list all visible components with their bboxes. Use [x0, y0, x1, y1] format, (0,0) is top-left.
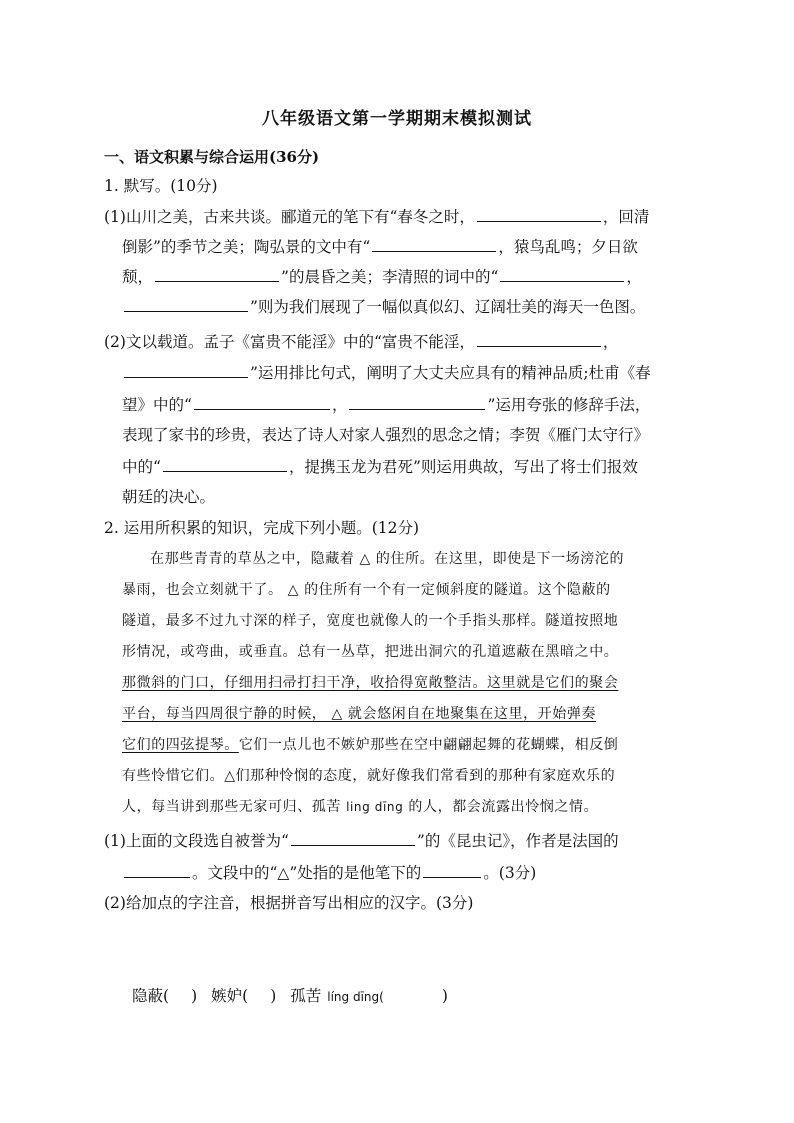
text: ，回清: [602, 208, 650, 226]
text: (2)文以载道。孟子《富贵不能淫》中的“富贵不能淫，: [104, 333, 475, 351]
pinyin: ling dīng: [346, 800, 404, 814]
text: ): [441, 987, 448, 1005]
text: ”则为我们展现了一幅似真似幻、辽阔壮美的海天一色图。: [250, 298, 646, 316]
text: ”的晨昏之美；李清照的词中的“: [281, 268, 499, 286]
pinyin: líng dīng(: [327, 990, 384, 1004]
q2-sub2: (2)给加点的字注音，根据拼音写出相应的汉字。(3分): [104, 894, 474, 912]
text: 孤苦: [290, 987, 322, 1005]
text: (1)山川之美，古来共谈。郦道元的笔下有“春冬之时，: [104, 208, 475, 226]
text: 中的“: [122, 458, 161, 476]
q1-p2-line3: [122, 394, 650, 415]
passage-line: 有些怜惜它们。△们那种怜悯的态度，就好像我们常看到的那种有家庭欢乐的: [122, 768, 616, 784]
answer-blank[interactable]: [477, 331, 601, 347]
text: ，: [602, 333, 619, 351]
answer-blank[interactable]: [124, 296, 248, 312]
answer-blank[interactable]: [194, 394, 330, 410]
text: 望》中的“: [122, 396, 192, 414]
answer-blank[interactable]: [124, 362, 248, 378]
passage-line: [122, 797, 598, 817]
text: ”的《昆虫记》，作者是法国的: [416, 832, 619, 850]
text: 倒影”的季节之美；陶弘景的文中有“: [122, 238, 371, 256]
q1-p2-line6: 朝廷的决心。: [122, 488, 216, 506]
text: ): [191, 987, 198, 1005]
text: ): [270, 987, 277, 1005]
passage-line: 隧道，最多不过九寸深的样子，宽度也就像人的一个手指头那样。隧道按照地: [122, 613, 619, 629]
passage-line-underlined: 那微斜的门口，仔细用扫帚打扫干净，收拾得宽敞整洁。这里就是它们的聚会: [122, 675, 619, 691]
text: (1)上面的文段选自被誉为“: [104, 832, 289, 850]
page-title: 八年级语文第一学期期末模拟测试: [262, 109, 532, 129]
text: 人，每当讲到那些无家可归、孤苦: [122, 799, 341, 815]
q1-p2-line1: [104, 331, 618, 352]
answer-blank[interactable]: [124, 862, 190, 878]
q2-heading: 2. 运用所积累的知识，完成下列小题。(12分): [104, 519, 420, 537]
text: ，提携玉龙为君死”则运用典故，写出了将士们报效: [288, 458, 638, 476]
q2-sub1-line1: [104, 830, 619, 851]
text: ”运用夸张的修辞手法，: [487, 396, 651, 414]
answer-blank[interactable]: [500, 266, 624, 282]
section-heading: 一、语文积累与综合运用(36分): [104, 148, 320, 166]
answer-blank[interactable]: [349, 394, 485, 410]
answer-row: [132, 986, 448, 1007]
q1-p2-line4: 表现了家书的珍贵，表达了诗人对家人强烈的思念之情；李贺《雁门太守行》: [122, 426, 650, 444]
q1-p1-line1: [104, 206, 649, 227]
text: 隐蔽(: [132, 987, 170, 1005]
text: ，: [331, 396, 348, 414]
answer-blank[interactable]: [423, 862, 481, 878]
q1-heading: 1. 默写。(10分): [104, 177, 218, 195]
q1-p2-line2: [122, 362, 651, 383]
passage-line-underlined: 平台，每当四周很宁静的时候， △ 就会悠闲自在地聚集在这里，开始弹奏: [122, 706, 597, 722]
answer-blank[interactable]: [163, 456, 287, 472]
text: ”运用排比句式，阐明了大丈夫应具有的精神品质;杜甫《春: [250, 364, 651, 382]
text: 它们一点儿也不嫉妒那些在空中翩翩起舞的花蝴蝶，相反倒: [238, 737, 619, 753]
q2-sub1-line2: [122, 862, 536, 883]
answer-blank[interactable]: [291, 830, 415, 846]
q1-p2-line5: [122, 456, 638, 477]
passage-line: 形情况，或弯曲，或垂直。总有一丛草，把进出洞穴的孔道遮蔽在黑暗之中。: [122, 644, 619, 660]
answer-blank[interactable]: [372, 236, 496, 252]
answer-blank[interactable]: [155, 266, 279, 282]
q1-p1-line4: [122, 296, 645, 317]
text: 的人，都会流露出怜悯之情。: [408, 799, 599, 815]
text: ，: [626, 268, 642, 286]
underlined-sentence: 它们的四弦提琴。: [122, 737, 239, 753]
text: 。(3分): [483, 864, 537, 882]
text: 嫉妒(: [211, 987, 249, 1005]
text: 。文段中的“△”处指的是他笔下的: [192, 864, 422, 882]
passage-line: 暴雨，也会立刻就干了。 △ 的住所有一个有一定倾斜度的隧道。这个隐蔽的: [122, 582, 611, 598]
passage-line: 在那些青青的草丛之中，隐藏着 △ 的住所。在这里，即使是下一场滂沱的: [150, 551, 625, 567]
q1-p1-line3: [122, 266, 642, 287]
answer-blank[interactable]: [477, 206, 601, 222]
text: 颓，: [122, 268, 154, 286]
text: ，猿鸟乱鸣；夕日欲: [498, 238, 638, 256]
q1-p1-line2: [122, 236, 638, 257]
passage-line: [122, 735, 618, 755]
